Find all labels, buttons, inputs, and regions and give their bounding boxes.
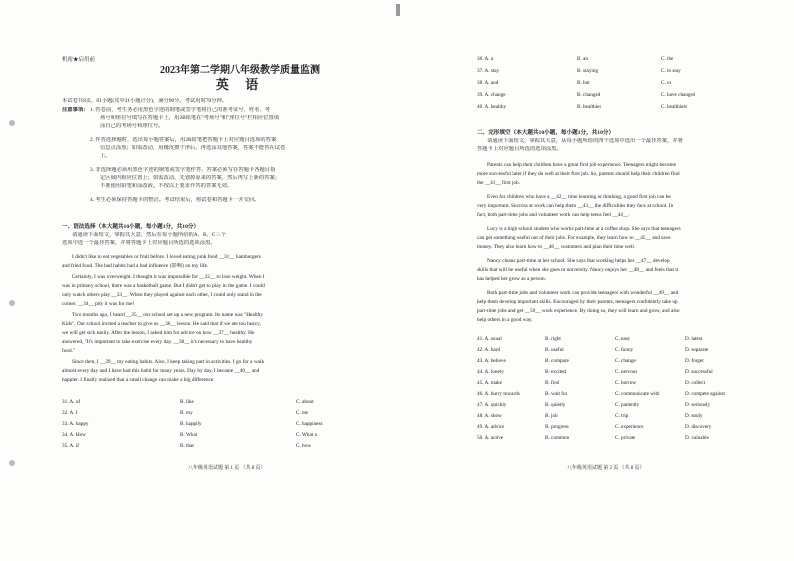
option-b[interactable]: B. progress — [545, 424, 569, 430]
option-a[interactable]: 36. A. a — [477, 56, 494, 62]
binding-hole — [9, 120, 15, 126]
option-c[interactable]: C. easy — [615, 336, 631, 342]
passage-line: only watch others play __33__. When they played against each other, I could only stand in the — [62, 292, 262, 298]
option-a[interactable]: 41. A. usual — [477, 336, 502, 342]
option-c[interactable]: C. change — [615, 358, 636, 364]
note-line: 不准使用铅笔和涂改液。不按以上要求作答的答案无效。 — [100, 183, 233, 189]
passage-line: the __41__ first job. — [477, 180, 520, 186]
option-c[interactable]: C. happiness — [296, 421, 323, 427]
note-line: 4. 考生必须保持答题卡的整洁。考试结束后，将试卷和答题卡一并交回。 — [90, 197, 260, 203]
option-a[interactable]: 48. A. show — [477, 413, 502, 419]
option-b[interactable]: B. wait for — [545, 391, 568, 397]
option-d[interactable]: D. separate — [685, 347, 709, 353]
option-c[interactable]: C. private — [615, 435, 636, 441]
option-a[interactable]: 49. A. advice — [477, 424, 505, 430]
option-b[interactable]: B. job — [545, 413, 558, 419]
option-b[interactable]: B. What — [180, 432, 198, 438]
exam-title: 2023年第二学期八年级教学质量监测 — [160, 65, 320, 76]
section1-instruction: 选项中选一个最佳答案，并将答题卡上对应题目所选的选项涂黑。 — [62, 240, 216, 246]
option-c[interactable]: C. What a — [296, 432, 317, 438]
option-d[interactable]: D. successful — [685, 369, 713, 375]
option-c[interactable]: C. trip — [615, 413, 629, 419]
option-a[interactable]: 37. A. stay — [477, 68, 500, 74]
passage-line: part-time jobs and get __50__ work experience. By doing so, they will learn and grow, and also — [477, 308, 680, 314]
option-b[interactable]: B. happily — [180, 421, 202, 427]
option-b[interactable]: B. quietly — [545, 402, 566, 408]
option-a[interactable]: 43. A. believe — [477, 358, 506, 364]
passage-line: help them develop important skills. Encouraged by their parents, teenagers confidently take up — [477, 299, 678, 305]
note-line: 1. 答卷前，考生务必用黑色字迹的钢笔或签字笔将自己的准考证号、姓名、考 — [90, 107, 271, 113]
option-a[interactable]: 50. A. active — [477, 435, 504, 441]
note-line: 定区域内相应位置上；如需改动，先划掉原来的答案，然后再写上新的答案； — [100, 175, 281, 181]
passage-line: Certainly, I was overweight. I thought it was impossible for __32__ to lose weight. When I — [72, 274, 265, 280]
note-line: 场号和座位号填写在答题卡上，用2B铅笔在"考场号"和"座位号"栏相应位置填 — [100, 115, 280, 121]
option-b[interactable]: B. common — [545, 435, 570, 441]
page-2 — [397, 0, 794, 561]
page-footer: 八年级英语试题 第 2 页 （共 8 页） — [567, 466, 645, 471]
intro-text: 本试卷共8页，81小题(其中31小题计分)，满分90分。考试用时70分钟。 — [62, 98, 228, 104]
section2-title: 二、完形填空（本大题共10小题，每小题1分，共10分） — [477, 130, 615, 136]
option-b[interactable]: B. right — [545, 336, 561, 342]
option-a[interactable]: 34. A. How — [62, 432, 86, 438]
option-d[interactable]: D. collect — [685, 380, 706, 386]
option-c[interactable]: C. patiently — [615, 402, 640, 408]
passage-line: I didn't like to eat vegetables or fruit before. I loved eating junk food __31__ hamburgers — [72, 254, 261, 260]
option-c[interactable]: C. communicate with — [615, 391, 660, 397]
option-a[interactable]: 32. A. I — [62, 410, 78, 416]
option-b[interactable]: B. compare — [545, 358, 569, 364]
option-c[interactable]: C. me — [296, 410, 309, 416]
passage-line: we will get sick easily. After the lesson, I asked him for advice on how __37__ healthy. He — [62, 330, 255, 336]
option-b[interactable]: B. an — [577, 56, 588, 62]
option-a[interactable]: 39. A. change — [477, 92, 506, 98]
option-d[interactable]: D. discovery — [685, 424, 712, 430]
option-a[interactable]: 45. A. make — [477, 380, 503, 386]
passage-line: was in primary school, there was a basketball game. But I didn't get to play in the game. I could — [62, 283, 265, 289]
passage-line: has helped her grow as a person. — [477, 276, 546, 282]
option-c[interactable]: C. borrow — [615, 380, 637, 386]
option-d[interactable]: D. latest — [685, 336, 703, 342]
note-line: 涂自己的考场号和座位号。 — [100, 123, 164, 129]
note-line: 上。 — [100, 153, 111, 159]
option-c[interactable]: C. nervous — [615, 369, 638, 375]
passage-line: and fried food. The bad habits had a bad influence (影响) on my life. — [62, 263, 209, 269]
option-c[interactable]: C. about — [296, 399, 314, 405]
option-a[interactable]: 44. A. lonely — [477, 369, 504, 375]
passage-line: Parents can help their children have a great first job experience. Teenagers might become — [487, 162, 676, 168]
option-b[interactable]: B. that — [180, 443, 194, 449]
section1-title: 一、语法选择（本大题共10小题，每小题1分，共10分） — [62, 224, 200, 230]
passage-line: Even for children who have a __42__ time learning or thinking, a good first job can be — [487, 194, 671, 200]
option-c[interactable]: C. experience — [615, 424, 644, 430]
section2-instruction: 请通读下面短文，掌握其大意，从每小题所给的四个选项中选出一个最佳答案，并将 — [487, 138, 683, 144]
option-a[interactable]: 46. A. hurry towards — [477, 391, 520, 397]
option-b[interactable]: B. staying — [577, 68, 599, 74]
passage-line: Kids". Our school invited a teacher to give us __36__ lesson. He said that if we ate too heavy, — [62, 321, 261, 327]
passage-line: help others in a good way. — [477, 317, 533, 323]
binding-hole — [9, 300, 15, 306]
option-d[interactable]: D. valuable — [685, 435, 709, 441]
passage-line: money. They also learn how to __46__ customers and plan their time well. — [477, 244, 636, 250]
passage-line: almost every day and I have had this habit for many years. Day by day, I became __40__ and — [62, 368, 260, 374]
option-b[interactable]: B. useful — [545, 347, 564, 353]
option-a[interactable]: 38. A. and — [477, 80, 499, 86]
passage-line: happier. I finally realized that a small change can make a big difference. — [62, 377, 215, 383]
passage-line: Lucy is a high school student who works part-time at a coffee shop. She says that teenagers — [487, 226, 681, 232]
passage-line: Both part-time jobs and volunteer work can provide teenagers with wonderful __49__ and — [487, 290, 679, 296]
option-c[interactable]: C. the — [661, 56, 674, 62]
option-a[interactable]: 42. A. hard — [477, 347, 501, 353]
option-d[interactable]: D. study — [685, 413, 703, 419]
subject-title: 英 语 — [215, 78, 265, 93]
option-d[interactable]: D. seriously — [685, 402, 711, 408]
option-b[interactable]: B. healthier — [577, 104, 602, 110]
option-c[interactable]: C. or — [661, 80, 672, 86]
option-a[interactable]: 47. A. quickly — [477, 402, 507, 408]
passage-line: Nancy cleans part-time at her school. She says that working helps her __47__ develop — [487, 258, 670, 264]
passage-line: answered, "It's important to take exercise every day. __38__ it's necessary to have healthy — [62, 339, 253, 345]
option-c[interactable]: C. to stay — [661, 68, 681, 74]
option-a[interactable]: 33. A. happy — [62, 421, 89, 427]
notes-label: 注意事项： — [62, 107, 89, 113]
option-c[interactable]: C. healthiest — [661, 104, 687, 110]
option-a[interactable]: 40. A. healthy — [477, 104, 507, 110]
passage-line: food." — [62, 348, 76, 354]
option-c[interactable]: C. funny — [615, 347, 634, 353]
option-b[interactable]: B. my — [180, 410, 193, 416]
option-b[interactable]: B. excited — [545, 369, 567, 375]
option-c[interactable]: C. have changed — [661, 92, 696, 98]
passage-line: very important. Success at work can help them __43__ the difficulties they face at school. In — [477, 203, 674, 209]
page-footer: 八年级英语试题 第 1 页 （共 8 页） — [188, 466, 266, 471]
option-b[interactable]: B. changed — [577, 92, 601, 98]
option-b[interactable]: B. find — [545, 380, 560, 386]
binding-hole — [9, 460, 15, 466]
passage-line: skills that will be useful when she goes to university. Nancy enjoys her __48__ and feels that it — [477, 267, 679, 273]
passage-line: more successful later if they do well at their first job. So, parents should help their children find — [477, 171, 680, 177]
note-line: 信息点涂黑；如需改动，用橡皮擦干净后，再选涂其他答案，答案不能答在试卷 — [100, 145, 286, 151]
option-b[interactable]: B. but — [577, 80, 590, 86]
option-c[interactable]: C. how — [296, 443, 311, 449]
passage-line: Two months ago, I heard __35__ our school set up a new program. Its name was "Healthy — [72, 312, 263, 318]
option-b[interactable]: B. like — [180, 399, 194, 405]
passage-line: Since then, I __39__ my eating habits. Also, I keep taking part in activities. I go for a walk — [72, 359, 265, 365]
section1-instruction: 请通读下面短文，掌握其大意，然后在每小题所给的A、B、C三个 — [72, 232, 226, 238]
option-a[interactable]: 35. A. if — [62, 443, 80, 449]
option-d[interactable]: D. forget — [685, 358, 704, 364]
option-d[interactable]: D. compete against — [685, 391, 725, 397]
option-a[interactable]: 31. A. of — [62, 399, 81, 405]
note-line: 2. 作答选择题时，选出每小题答案后，用2B铅笔把答题卡上对应题目选项的答案 — [90, 137, 277, 143]
note-line: 3. 非选择题必须用黑色字迹的钢笔或签字笔作答，答案必须写在答题卡各题目指 — [90, 167, 276, 173]
passage-line: corner. __34__ pity it was for me! — [62, 301, 135, 307]
confidential-badge: 机密★启用前 — [62, 57, 96, 63]
passage-line: can get something useful out of their jobs. For example, they learn how to __45__ and save — [477, 235, 671, 241]
passage-line: fact, both part-time jobs and volunteer work can help teens feel __44__. — [477, 212, 630, 218]
section2-instruction: 答题卡上对应题目所选的选项涂黑。 — [477, 146, 562, 152]
